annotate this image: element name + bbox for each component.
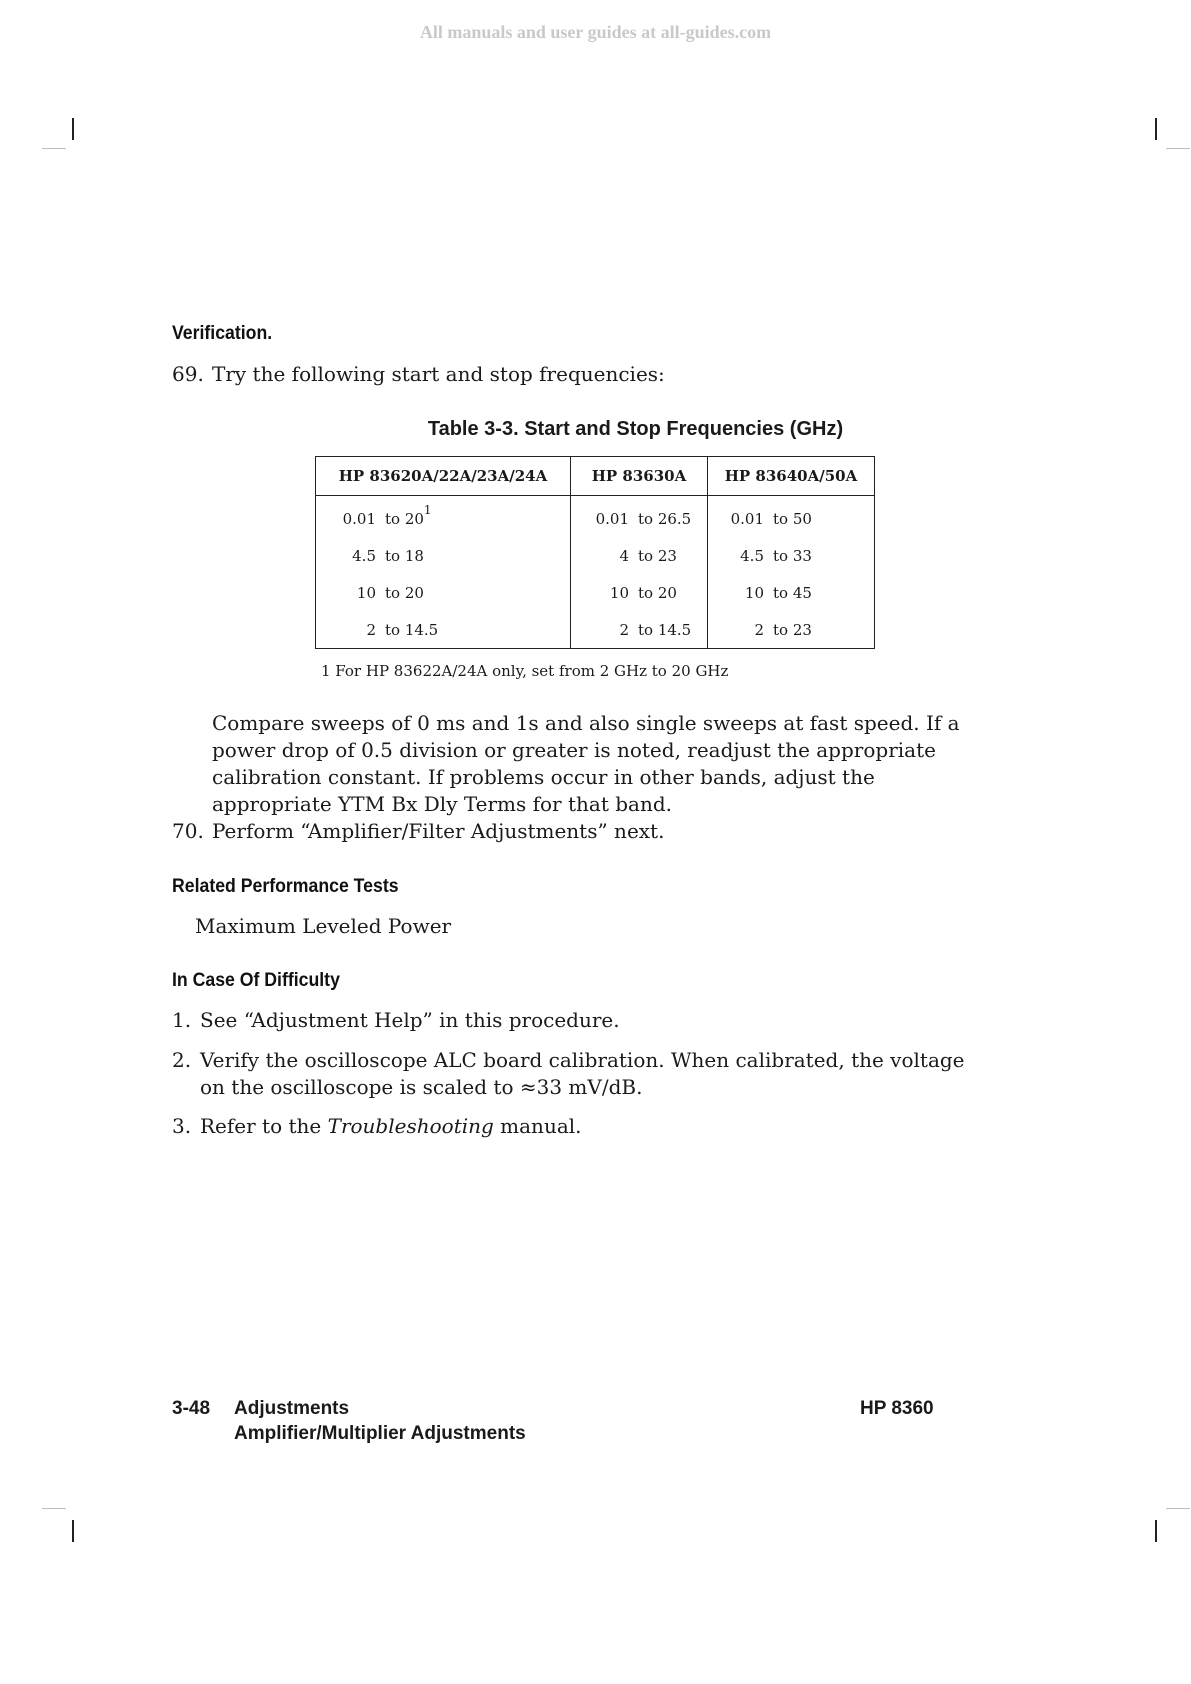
table-header-cell: HP 83640A/50A xyxy=(708,457,875,496)
difficulty-item-2-line2: on the oscilloscope is scaled to ≈33 mV/dB. xyxy=(200,1075,643,1099)
table-cell xyxy=(708,537,875,574)
cell-stop: to 23 xyxy=(773,620,812,639)
cell-stop: to 20 xyxy=(638,583,677,602)
step-70-number: 70. xyxy=(172,819,204,843)
crop-mark-top-left-h xyxy=(42,148,66,149)
cell-stop: to 26.5 xyxy=(638,509,692,528)
cell-stop: to 45 xyxy=(773,583,812,602)
cell-stop: to 23 xyxy=(638,546,677,565)
footer-model: HP 8360 xyxy=(860,1398,934,1419)
difficulty-item-3-text: Refer to the xyxy=(200,1114,322,1138)
cell-stop: to 14.5 xyxy=(385,620,439,639)
cell-start: 4.5 xyxy=(352,546,376,565)
cell-stop: to 20 xyxy=(385,509,424,528)
related-test-item: Maximum Leveled Power xyxy=(195,914,452,938)
difficulty-item-1-number: 1. xyxy=(172,1008,192,1032)
crop-mark-top-right-h xyxy=(1166,148,1190,149)
table-cell xyxy=(708,574,875,611)
difficulty-item-1 xyxy=(172,1007,620,1034)
step-69-number: 69. xyxy=(172,362,204,386)
table-cell xyxy=(316,574,571,611)
table-cell xyxy=(571,496,708,538)
crop-mark-top-left xyxy=(72,118,74,140)
watermark: All manuals and user guides at all-guides.com xyxy=(419,22,772,42)
compare-line: calibration constant. If problems occur in other bands, adjust the xyxy=(212,765,875,789)
crop-mark-bottom-left-h xyxy=(42,1508,66,1509)
table-header-row xyxy=(316,457,875,496)
step-69-text: Try the following start and stop frequencies: xyxy=(212,362,665,386)
footer-subsection: Amplifier/Multiplier Adjustments xyxy=(234,1423,526,1444)
footer-section: Adjustments xyxy=(234,1398,350,1419)
difficulty-item-3-number: 3. xyxy=(172,1114,192,1138)
cell-stop: to 33 xyxy=(773,546,812,565)
difficulty-item-3 xyxy=(172,1113,582,1140)
table-row xyxy=(316,611,875,649)
cell-start: 2 xyxy=(619,620,629,639)
compare-paragraph xyxy=(212,710,960,818)
difficulty-item-3-end: manual. xyxy=(500,1114,582,1138)
table-cell xyxy=(571,574,708,611)
step-70-text: Perform “Amplifier/Filter Adjustments” next. xyxy=(212,819,665,843)
cell-stop: to 18 xyxy=(385,546,424,565)
cell-start: 10 xyxy=(744,583,764,602)
compare-line: appropriate YTM Bx Dly Terms for that band. xyxy=(212,792,672,816)
difficulty-item-2-number: 2. xyxy=(172,1048,192,1072)
crop-mark-bottom-left xyxy=(72,1520,74,1542)
cell-start: 0.01 xyxy=(595,509,629,528)
table-footnote: 1 For HP 83622A/24A only, set from 2 GHz to 20 GHz xyxy=(321,662,729,680)
footer-page-number: 3-48 xyxy=(172,1398,211,1419)
related-tests-heading: Related Performance Tests xyxy=(172,876,399,897)
cell-start: 2 xyxy=(366,620,376,639)
table-cell xyxy=(316,537,571,574)
cell-start: 4.5 xyxy=(740,546,764,565)
cell-start: 2 xyxy=(754,620,764,639)
table-row xyxy=(316,537,875,574)
troubleshooting-manual-title: Troubleshooting xyxy=(327,1114,494,1138)
table-cell xyxy=(316,611,571,649)
difficulty-heading: In Case Of Difficulty xyxy=(172,970,340,991)
cell-stop: to 14.5 xyxy=(638,620,692,639)
crop-mark-bottom-right-h xyxy=(1166,1508,1190,1509)
crop-mark-bottom-right xyxy=(1155,1520,1157,1542)
step-70 xyxy=(172,818,664,845)
table-title: Table 3-3. Start and Stop Frequencies (GHz) xyxy=(427,418,844,440)
table-cell xyxy=(571,537,708,574)
cell-start: 4 xyxy=(619,546,629,565)
table-header-cell: HP 83620A/22A/23A/24A xyxy=(316,457,571,496)
cell-start: 0.01 xyxy=(730,509,764,528)
table-cell xyxy=(708,496,875,538)
compare-line: Compare sweeps of 0 ms and 1s and also single sweeps at fast speed. If a xyxy=(212,711,960,735)
difficulty-item-2-line1: Verify the oscilloscope ALC board calibration. When calibrated, the voltage xyxy=(200,1048,965,1072)
verification-heading: Verification. xyxy=(172,323,273,344)
table-header-cell: HP 83630A xyxy=(571,457,708,496)
cell-start: 10 xyxy=(356,583,376,602)
cell-stop: to 50 xyxy=(773,509,812,528)
cell-start: 0.01 xyxy=(342,509,376,528)
table-cell xyxy=(316,496,571,538)
crop-mark-top-right xyxy=(1155,118,1157,140)
table-cell xyxy=(571,611,708,649)
table-row xyxy=(316,574,875,611)
table-cell xyxy=(708,611,875,649)
table-row xyxy=(316,496,875,538)
footnote-marker: 1 xyxy=(423,502,432,517)
step-69 xyxy=(172,361,665,388)
compare-line: power drop of 0.5 division or greater is noted, readjust the appropriate xyxy=(212,738,936,762)
frequency-table xyxy=(315,456,875,649)
difficulty-item-1-text: See “Adjustment Help” in this procedure. xyxy=(200,1008,620,1032)
cell-start: 10 xyxy=(609,583,629,602)
cell-stop: to 20 xyxy=(385,583,424,602)
difficulty-item-2 xyxy=(172,1047,965,1101)
